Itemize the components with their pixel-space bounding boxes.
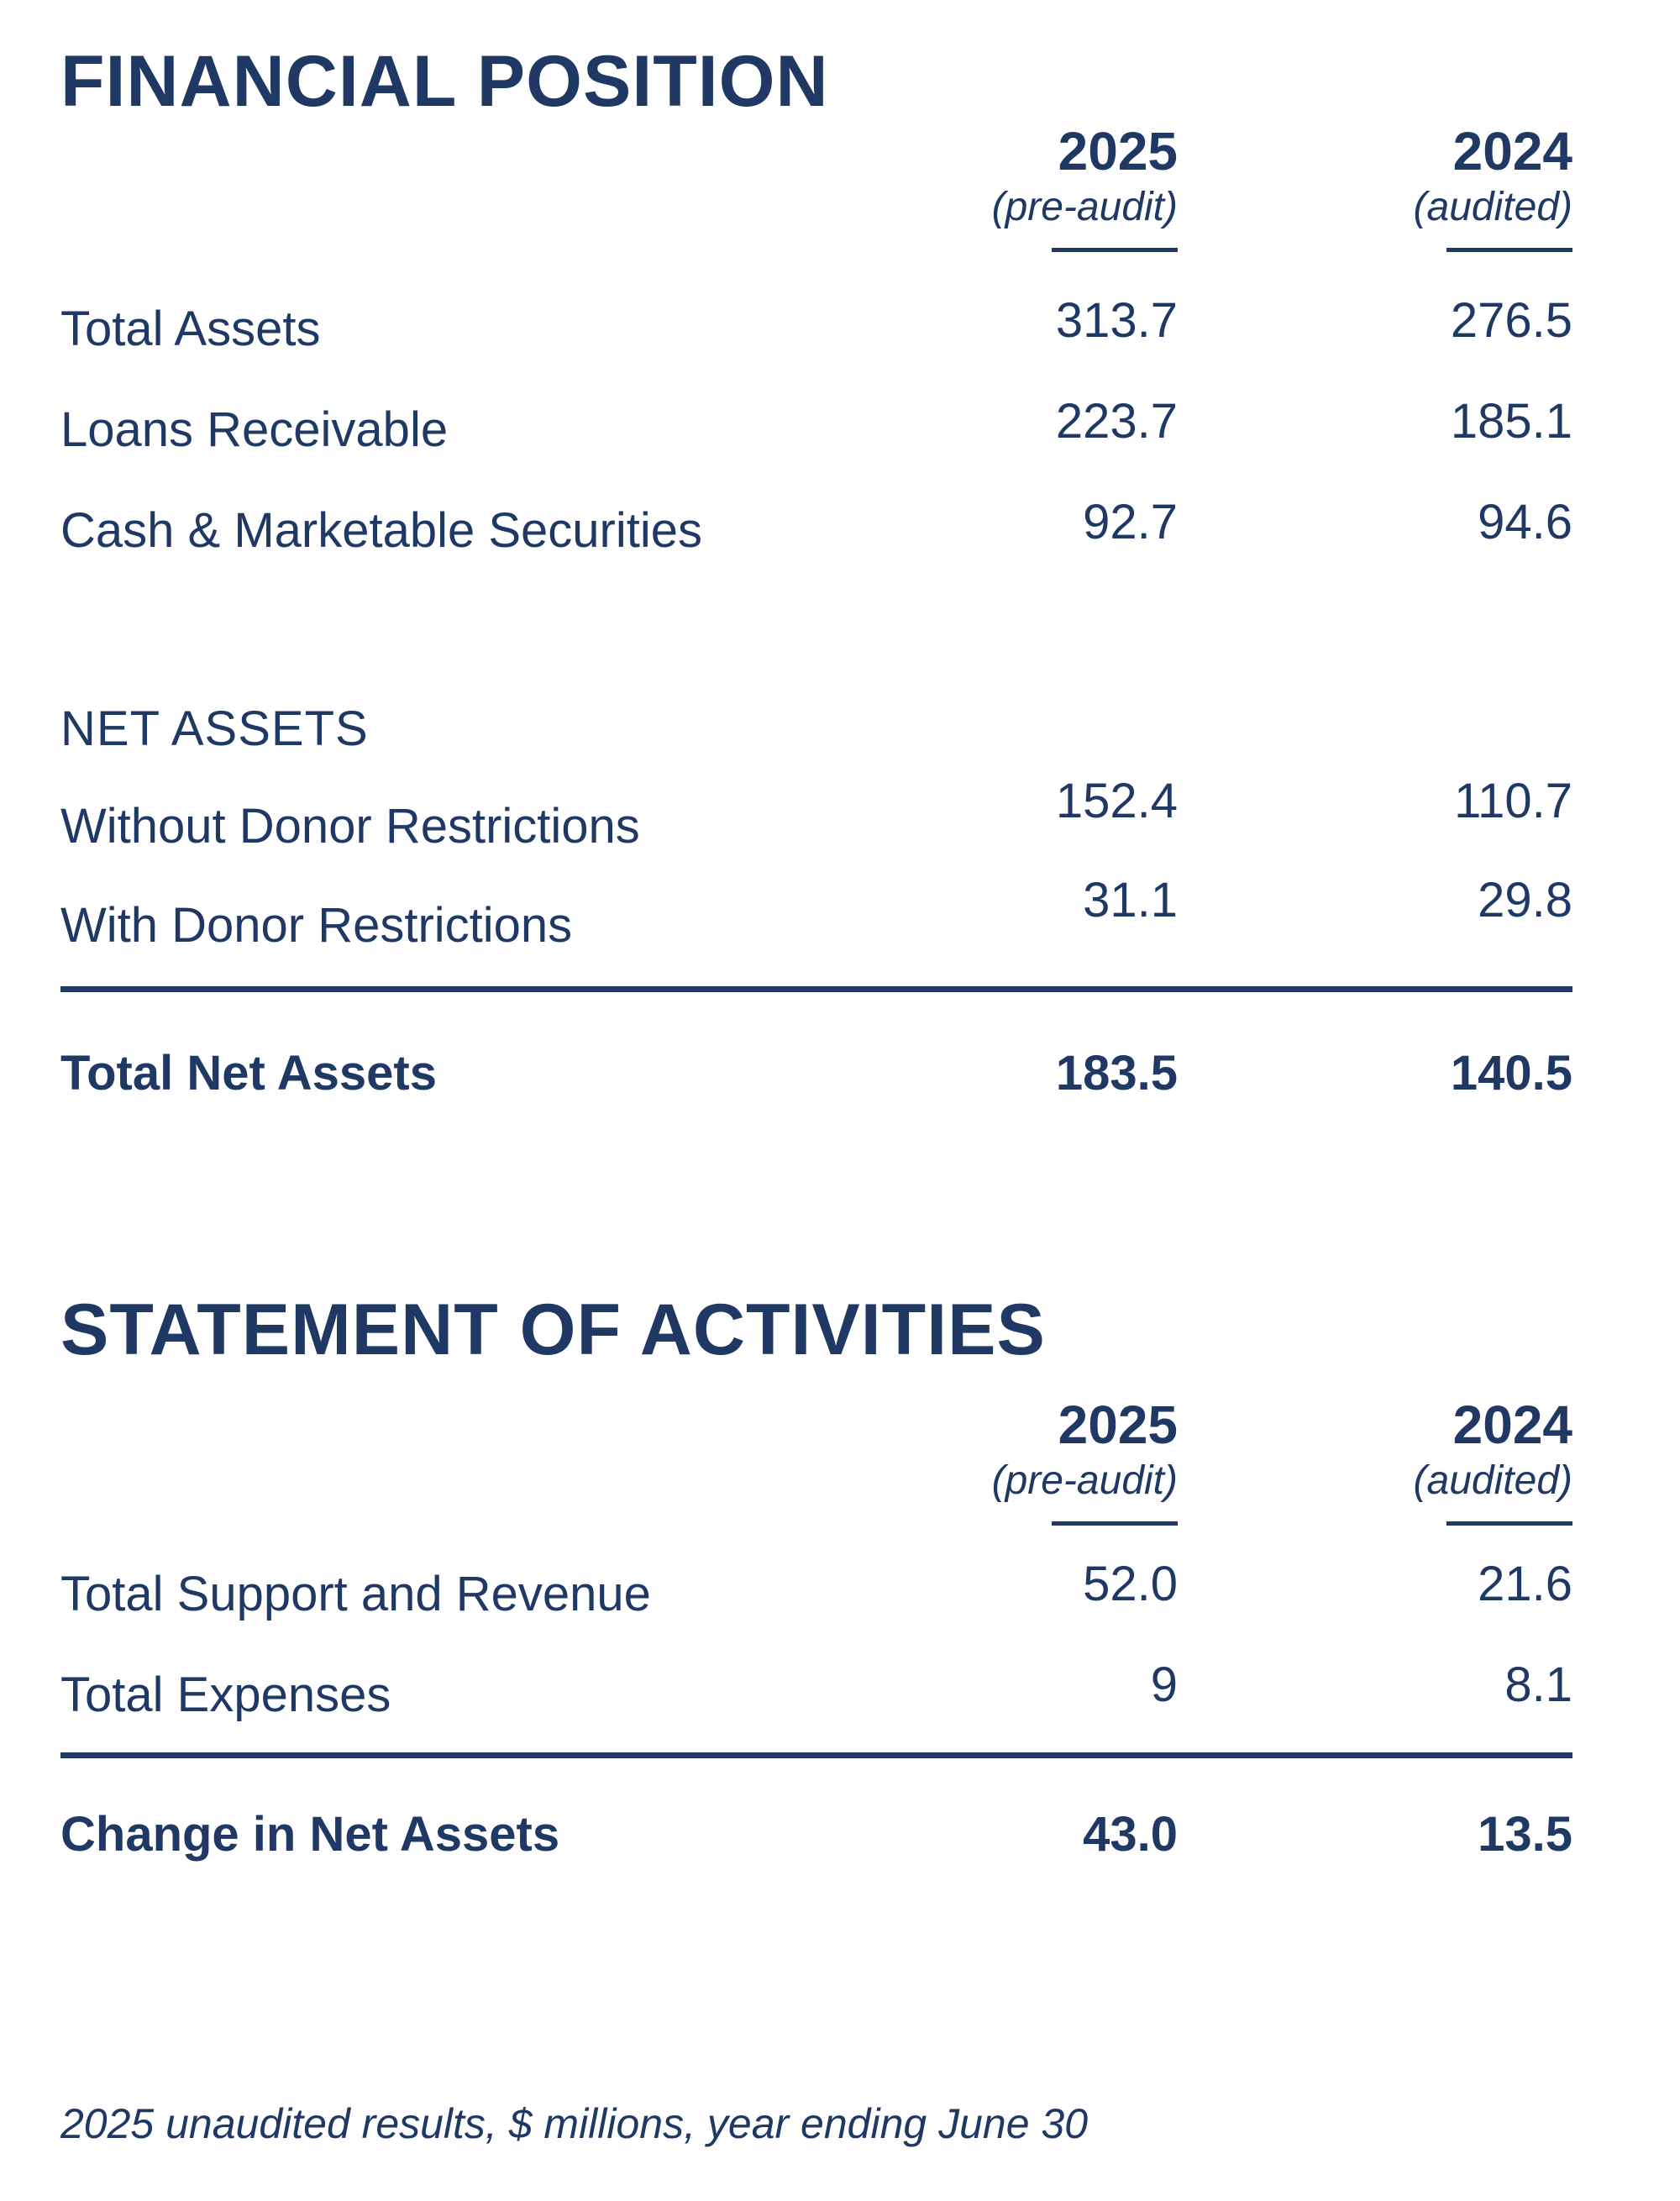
column-note-pre-audit: (pre-audit) (991, 1458, 1178, 1504)
column-year-2024: 2024 (1452, 1395, 1572, 1455)
column-year-2025: 2025 (1058, 121, 1178, 181)
row-label: Total Expenses (60, 1668, 391, 1722)
column-underline (1446, 248, 1572, 252)
column-underline (1446, 1521, 1572, 1526)
total-row (60, 1808, 1572, 1862)
row-value-2024: 185.1 (1450, 394, 1572, 449)
total-label: Change in Net Assets (60, 1807, 560, 1862)
column-underline (1052, 1521, 1178, 1526)
table-row (60, 873, 1572, 953)
total-value-2024: 13.5 (1478, 1807, 1572, 1862)
total-separator-rule (60, 1752, 1572, 1758)
column-year-2024: 2024 (1452, 121, 1572, 181)
table-row (60, 394, 1572, 457)
row-value-2025: 9 (1150, 1657, 1178, 1712)
column-header-2024 (1178, 123, 1572, 252)
row-label: Loans Receivable (60, 402, 449, 457)
table-row (60, 774, 1572, 854)
row-value-2025: 52.0 (1083, 1557, 1178, 1611)
table-row (60, 1557, 1572, 1621)
row-value-2024: 276.5 (1450, 293, 1572, 348)
footnote: 2025 unaudited results, $ millions, year ending June 30 (60, 2100, 1089, 2147)
row-value-2024: 8.1 (1504, 1657, 1572, 1712)
row-label: Total Assets (60, 302, 321, 356)
table-row (60, 495, 1572, 558)
total-label: Total Net Assets (60, 1046, 437, 1100)
row-value-2024: 21.6 (1478, 1557, 1572, 1611)
column-underline (1052, 248, 1178, 252)
net-assets-subheading: NET ASSETS (60, 701, 369, 756)
row-value-2025: 223.7 (1055, 394, 1178, 449)
total-row (60, 1047, 1572, 1100)
total-value-2025: 183.5 (1055, 1046, 1178, 1100)
row-label: Total Support and Revenue (60, 1567, 651, 1621)
financial-position-column-headers (60, 123, 1572, 252)
row-value-2024: 29.8 (1478, 873, 1572, 927)
total-separator-rule (60, 986, 1572, 992)
row-label: Cash & Marketable Securities (60, 503, 702, 558)
column-header-2025 (900, 1396, 1178, 1526)
column-note-pre-audit: (pre-audit) (991, 185, 1178, 230)
column-header-2025 (900, 123, 1178, 252)
row-label: With Donor Restrictions (60, 898, 573, 953)
row-value-2025: 31.1 (1083, 873, 1178, 927)
column-year-2025: 2025 (1058, 1395, 1178, 1455)
financial-position-title: FINANCIAL POSITION (60, 41, 829, 122)
row-value-2024: 110.7 (1454, 774, 1572, 828)
row-value-2025: 92.7 (1083, 495, 1178, 549)
total-value-2025: 43.0 (1083, 1807, 1178, 1862)
table-row (60, 293, 1572, 356)
row-value-2025: 152.4 (1055, 774, 1178, 828)
column-note-audited: (audited) (1413, 185, 1572, 230)
row-value-2024: 94.6 (1478, 495, 1572, 549)
statement-of-activities-title: STATEMENT OF ACTIVITIES (60, 1290, 1046, 1370)
total-value-2024: 140.5 (1450, 1046, 1572, 1100)
statement-column-headers (60, 1396, 1572, 1526)
column-header-2024 (1178, 1396, 1572, 1526)
row-value-2025: 313.7 (1055, 293, 1178, 348)
table-row (60, 1657, 1572, 1722)
column-note-audited: (audited) (1413, 1458, 1572, 1504)
row-label: Without Donor Restrictions (60, 799, 640, 854)
